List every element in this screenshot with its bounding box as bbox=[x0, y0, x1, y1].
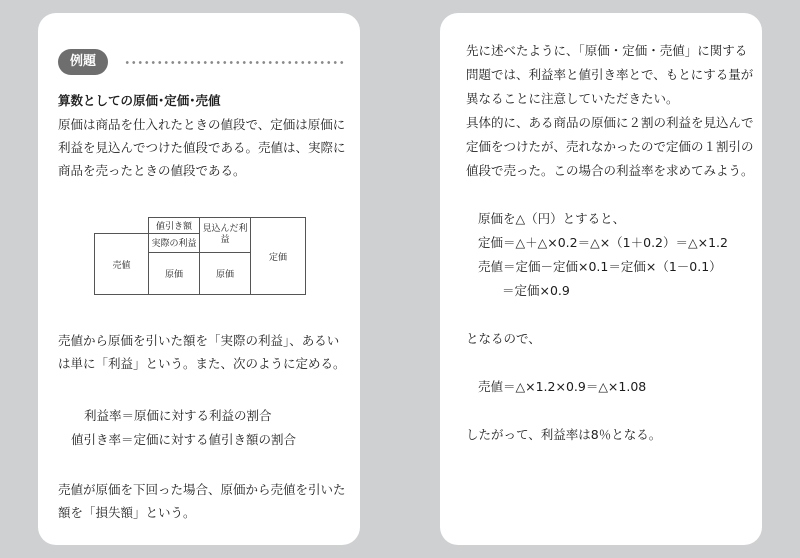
price-diagram bbox=[94, 217, 306, 295]
equation-line: 売値＝△×1.2×0.9＝△×1.08 bbox=[478, 379, 647, 394]
cost-cell: 原価 bbox=[200, 252, 251, 294]
paragraph-line: 問題では、利益率と値引き率とで、もとにする量が bbox=[466, 67, 754, 82]
dotted-divider bbox=[124, 61, 344, 64]
paragraph-line: 定価をつけたが、売れなかったので定価の１割引の bbox=[466, 139, 754, 154]
paragraph-line: 売値が原価を下回った場合、原価から売値を引いた bbox=[58, 482, 346, 497]
cost-cell: 原価 bbox=[149, 252, 200, 294]
left-page-card bbox=[38, 13, 360, 545]
actual-profit-cell: 実際の利益 bbox=[149, 234, 200, 253]
paragraph-line: 原価は商品を仕入れたときの値段で、定価は原価に bbox=[58, 117, 346, 132]
discount-cell: 値引き額 bbox=[149, 218, 200, 234]
equation-line: 売値＝定価－定価×0.1＝定価×（1－0.1） bbox=[478, 259, 722, 274]
right-page-card bbox=[440, 13, 762, 545]
transition-text: となるので、 bbox=[466, 331, 541, 346]
example-tag: 例題 bbox=[58, 49, 108, 75]
paragraph-line: 具体的に、ある商品の原価に２割の利益を見込んで bbox=[466, 115, 754, 130]
equation-line: 定価＝△＋△×0.2＝△×（1＋0.2）＝△×1.2 bbox=[478, 235, 728, 250]
sale-price-cell: 売値 bbox=[95, 234, 149, 295]
paragraph-line: 商品を売ったときの値段である。 bbox=[58, 163, 246, 178]
paragraph-line: 額を「損失額」という。 bbox=[58, 505, 196, 520]
paragraph-line: 売値から原価を引いた額を「実際の利益」、あるい bbox=[58, 333, 340, 348]
example-header bbox=[58, 49, 344, 75]
list-price-cell: 定価 bbox=[251, 218, 306, 295]
definition-profit-rate: 利益率＝原価に対する利益の割合 bbox=[84, 408, 272, 423]
section-heading: 算数としての原価･定価･売値 bbox=[58, 93, 221, 108]
conclusion-text: したがって、利益率は8％となる。 bbox=[466, 427, 662, 442]
paragraph-line: 異なることに注意していただきたい。 bbox=[466, 91, 679, 106]
equation-line: 原価を△（円）とすると、 bbox=[478, 211, 626, 226]
equation-line: ＝定価×0.9 bbox=[502, 283, 570, 298]
paragraph-line: は単に「利益」という。また、次のように定める。 bbox=[58, 356, 346, 371]
definition-discount-rate: 値引き率＝定価に対する値引き額の割合 bbox=[71, 432, 297, 447]
paragraph-line: 値段で売った。この場合の利益率を求めてみよう。 bbox=[466, 163, 754, 178]
paragraph-line: 利益を見込んでつけた値段である。売値は、実際に bbox=[58, 140, 346, 155]
paragraph-line: 先に述べたように、「原価・定価・売値」に関する bbox=[466, 43, 748, 58]
expected-profit-cell: 見込んだ利益 bbox=[200, 218, 251, 253]
